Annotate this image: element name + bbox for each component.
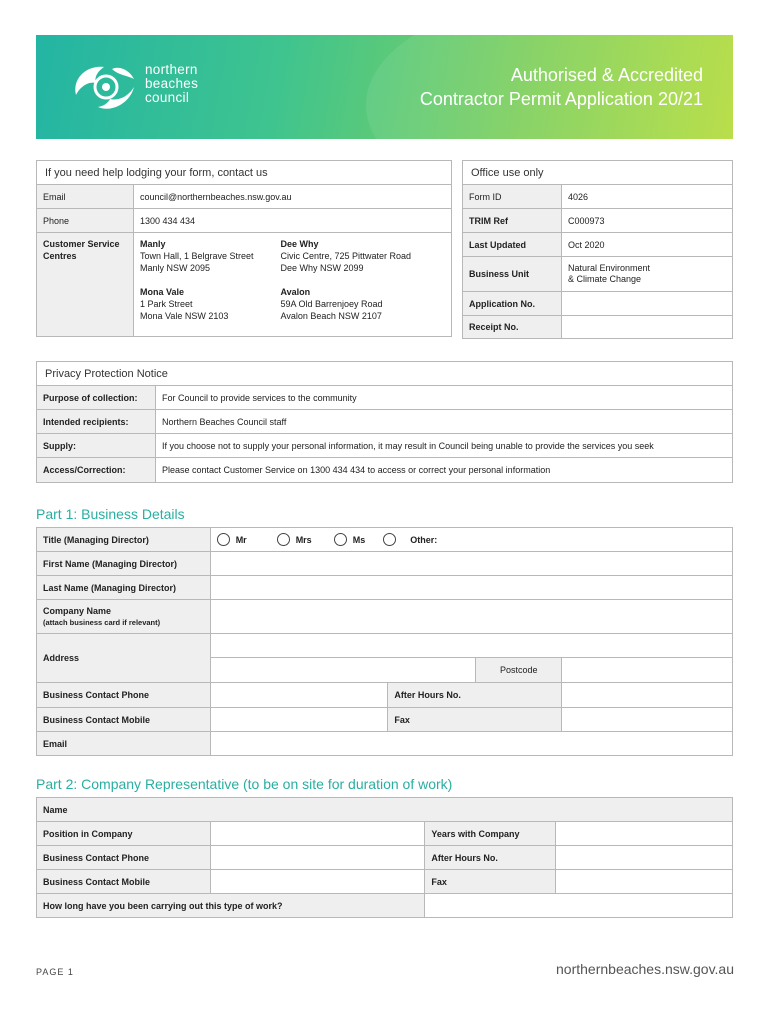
centres-col-right [275,233,452,337]
business-mobile-field[interactable] [210,708,388,732]
first-name-label: First Name (Managing Director) [37,552,211,576]
email-label: Email [37,732,211,756]
radio-other-icon[interactable] [383,533,396,546]
centre-line: Civic Centre, 725 Pittwater Road [280,251,412,261]
email-field[interactable] [210,732,732,756]
radio-ms-icon[interactable] [334,533,347,546]
title-options [210,528,732,552]
business-phone-field[interactable] [210,683,388,708]
centres-col-left [134,233,275,337]
title-label: Title (Managing Director) [37,528,211,552]
contact-table [36,160,452,337]
contact-phone-value: 1300 434 434 [134,209,452,233]
title-option-label: Mr [235,534,247,545]
centre-line: Manly NSW 2095 [140,263,211,273]
office-use-table [462,160,733,339]
rep-mobile-label: Business Contact Mobile [37,870,211,894]
trim-ref-value: C000973 [562,209,733,233]
radio-mrs-icon[interactable] [277,533,290,546]
last-updated-value: Oct 2020 [562,233,733,257]
contact-email-label: Email [37,185,134,209]
how-long-label: How long have you been carrying out this type of work? [37,894,425,918]
after-hours-field[interactable] [562,683,733,708]
rep-phone-label: Business Contact Phone [37,846,211,870]
form-id-label: Form ID [463,185,562,209]
business-unit-value [562,257,733,292]
privacy-heading: Privacy Protection Notice [37,362,733,386]
address-field-line2[interactable] [210,658,476,683]
centre-line: 1 Park Street [140,299,193,309]
privacy-row-value: Northern Beaches Council staff [156,410,733,434]
title-option-mr[interactable] [217,533,247,546]
title-option-label: Other: [410,534,438,545]
application-no-field[interactable] [562,292,733,316]
header-banner [36,35,733,139]
rep-name-label: Name [37,798,733,822]
business-unit-line: Natural Environment [568,263,651,273]
company-name-note: (attach business card if relevant) [43,617,161,627]
business-unit-label: Business Unit [463,257,562,292]
address-label: Address [37,634,211,683]
business-unit-line: & Climate Change [568,274,642,284]
page-number: PAGE 1 [36,967,74,977]
title-option-mrs[interactable] [277,533,312,546]
centre-name: Mona Vale [140,287,185,297]
company-representative-table [36,797,733,918]
page-title [420,63,703,111]
logo-line-1: northern [145,62,198,77]
postcode-label: Postcode [476,658,562,683]
fax-field[interactable] [562,708,733,732]
radio-mr-icon[interactable] [217,533,230,546]
address-field[interactable] [210,634,732,658]
business-mobile-label: Business Contact Mobile [37,708,211,732]
office-heading: Office use only [463,161,733,185]
logo-text [145,63,198,105]
council-logo-icon [68,57,138,117]
last-name-label: Last Name (Managing Director) [37,576,211,600]
title-option-other[interactable] [383,533,437,546]
privacy-row-value: Please contact Customer Service on 1300 434 434 to access or correct your personal information [156,458,733,483]
last-updated-label: Last Updated [463,233,562,257]
centre-line: Mona Vale NSW 2103 [140,311,229,321]
rep-fax-field[interactable] [556,870,733,894]
contact-phone-label: Phone [37,209,134,233]
position-label: Position in Company [37,822,211,846]
trim-ref-label: TRIM Ref [463,209,562,233]
contact-heading: If you need help lodging your form, contact us [37,161,452,185]
company-name-text: Company Name [43,605,112,616]
years-label: Years with Company [425,822,556,846]
centre-line: Avalon Beach NSW 2107 [280,311,382,321]
privacy-table [36,361,733,483]
years-field[interactable] [556,822,733,846]
receipt-no-field[interactable] [562,316,733,339]
postcode-field[interactable] [562,658,733,683]
business-phone-label: Business Contact Phone [37,683,211,708]
centre-name: Dee Why [280,239,319,249]
company-name-label [37,600,211,634]
rep-after-hours-label: After Hours No. [425,846,556,870]
title-option-label: Mrs [295,534,312,545]
page-title-line-1: Authorised & Accredited [510,65,703,85]
footer-url: northernbeaches.nsw.gov.au [556,961,734,977]
business-details-table [36,527,733,756]
company-name-field[interactable] [210,600,732,634]
last-name-field[interactable] [210,576,732,600]
centre-line: 59A Old Barrenjoey Road [280,299,383,309]
centre-line: Dee Why NSW 2099 [280,263,364,273]
rep-after-hours-field[interactable] [556,846,733,870]
contact-centres-label: Customer Service Centres [37,233,134,337]
privacy-row-value: If you choose not to supply your personal information, it may result in Council being unable to provide the services you seek [156,434,733,458]
page-title-line-2: Contractor Permit Application 20/21 [419,89,703,109]
centre-name: Manly [140,239,166,249]
receipt-no-label: Receipt No. [463,316,562,339]
part1-title: Part 1: Business Details [36,506,185,522]
title-option-label: Ms [352,534,366,545]
first-name-field[interactable] [210,552,732,576]
rep-mobile-field[interactable] [210,870,425,894]
centre-line: Town Hall, 1 Belgrave Street [140,251,254,261]
form-id-value: 4026 [562,185,733,209]
application-no-label: Application No. [463,292,562,316]
part2-title: Part 2: Company Representative (to be on site for duration of work) [36,776,453,792]
privacy-row-value: For Council to provide services to the community [156,386,733,410]
privacy-row-label: Supply: [37,434,156,458]
logo-line-3: council [145,90,190,105]
position-field[interactable] [210,822,425,846]
rep-fax-label: Fax [425,870,556,894]
title-option-ms[interactable] [334,533,366,546]
how-long-field[interactable] [425,894,733,918]
logo-line-2: beaches [145,76,199,91]
after-hours-label: After Hours No. [388,683,562,708]
centre-name: Avalon [280,287,311,297]
contact-email-value: council@northernbeaches.nsw.gov.au [134,185,452,209]
rep-phone-field[interactable] [210,846,425,870]
privacy-row-label: Purpose of collection: [37,386,156,410]
privacy-row-label: Intended recipients: [37,410,156,434]
fax-label: Fax [388,708,562,732]
privacy-row-label: Access/Correction: [37,458,156,483]
